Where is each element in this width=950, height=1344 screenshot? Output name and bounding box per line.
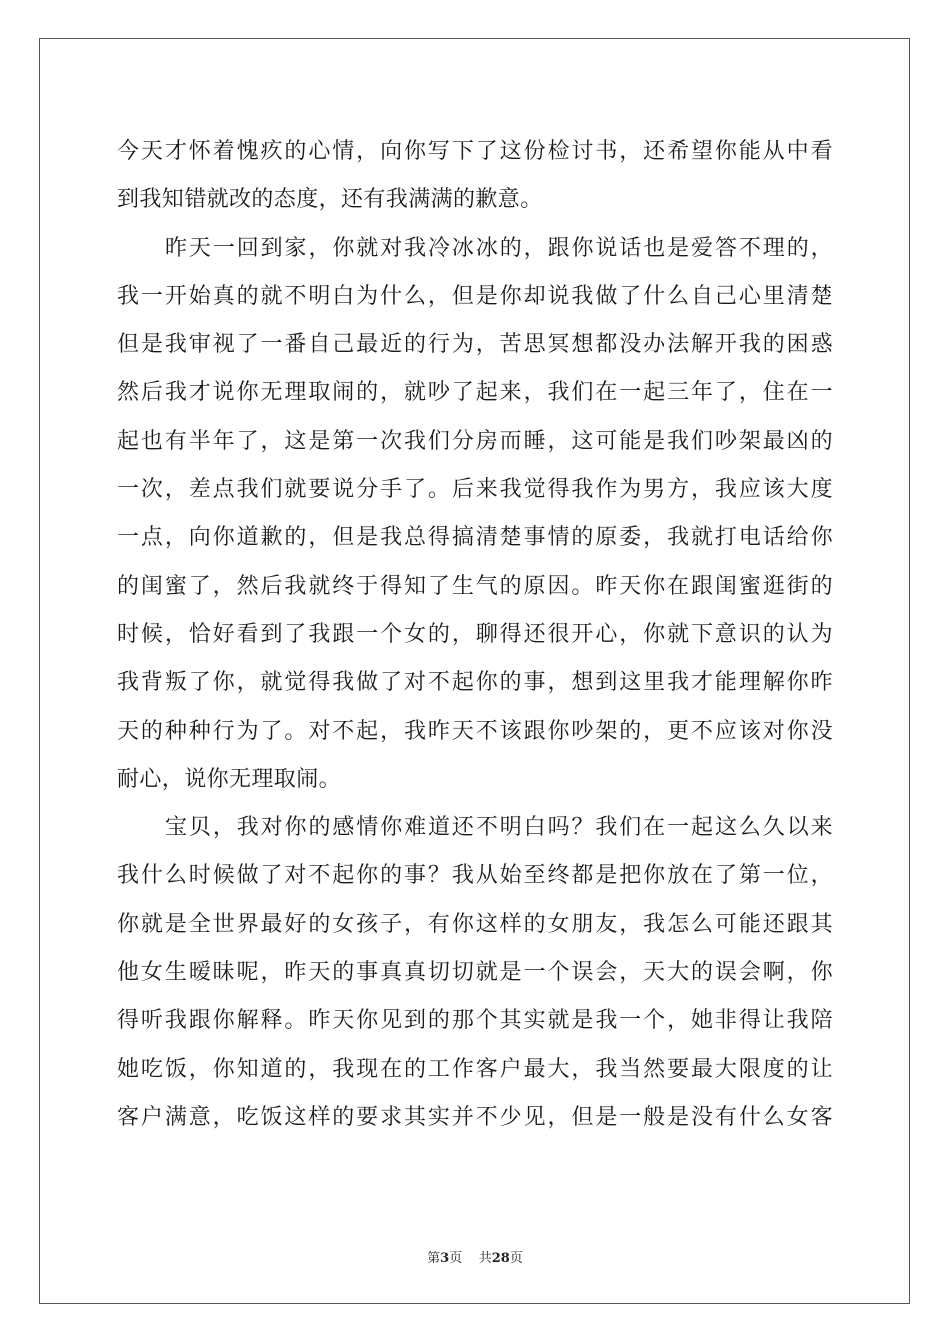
total-suffix: 页: [509, 1251, 523, 1266]
text-line: 他女生暧昧呢，昨天的事真真切切就是一个误会，天大的误会啊，你: [117, 960, 833, 986]
text-line: 她吃饭，你知道的，我现在的工作客户最大，我当然要最大限度的让: [117, 1056, 833, 1082]
text-line: 客户满意，吃饭这样的要求其实并不少见，但是一般是没有什么女客: [117, 1104, 833, 1130]
text-line: 但是我审视了一番自己最近的行为，苦思冥想都没办法解开我的困惑: [117, 332, 833, 358]
text-line: 今天才怀着愧疚的心情，向你写下了这份检讨书，还希望你能从中看: [117, 139, 833, 164]
paragraph-start-line: 宝贝，我对你的感情你难道还不明白吗？我们在一起这么久以来: [165, 815, 833, 841]
total-pages: 28: [491, 1251, 510, 1266]
page-suffix: 页: [449, 1251, 463, 1266]
text-line: 起也有半年了，这是第一次我们分房而睡，这可能是我们吵架最凶的: [117, 428, 833, 454]
text-line: 你就是全世界最好的女孩子，有你这样的女朋友，我怎么可能还跟其: [117, 911, 833, 937]
text-line: 然后我才说你无理取闹的，就吵了起来，我们在一起三年了，住在一: [117, 380, 833, 406]
text-line: 我一开始真的就不明白为什么，但是你却说我做了什么自己心里清楚: [117, 283, 833, 309]
text-line: 天的种种行为了。对不起，我昨天不该跟你吵架的，更不应该对你没: [117, 718, 833, 744]
page-footer: [0, 1247, 950, 1266]
document-body: [117, 128, 833, 1142]
total-prefix: 共: [478, 1251, 492, 1266]
page-number: 3: [440, 1251, 450, 1266]
page-prefix: 第: [427, 1251, 441, 1266]
text-line: 到我知错就改的态度，还有我满满的歉意。: [117, 187, 543, 213]
text-line: 的闺蜜了，然后我就终于得知了生气的原因。昨天你在跟闺蜜逛街的: [117, 573, 833, 599]
text-line: 耐心，说你无理取闹。: [117, 766, 342, 792]
text-line: 一点，向你道歉的，但是我总得搞清楚事情的原委，我就打电话给你: [117, 525, 833, 551]
text-line: 一次，差点我们就要说分手了。后来我觉得我作为男方，我应该大度: [117, 477, 833, 503]
text-line: 我什么时候做了对不起你的事？我从始至终都是把你放在了第一位，: [117, 863, 833, 889]
text-line: 我背叛了你，就觉得我做了对不起你的事，想到这里我才能理解你昨: [117, 670, 833, 696]
text-line: 时候，恰好看到了我跟一个女的，聊得还很开心，你就下意识的认为: [117, 621, 833, 647]
paragraph-start-line: 昨天一回到家，你就对我冷冰冰的，跟你说话也是爱答不理的，: [165, 235, 833, 261]
text-line: 得听我跟你解释。昨天你见到的那个其实就是我一个，她非得让我陪: [117, 1008, 833, 1034]
